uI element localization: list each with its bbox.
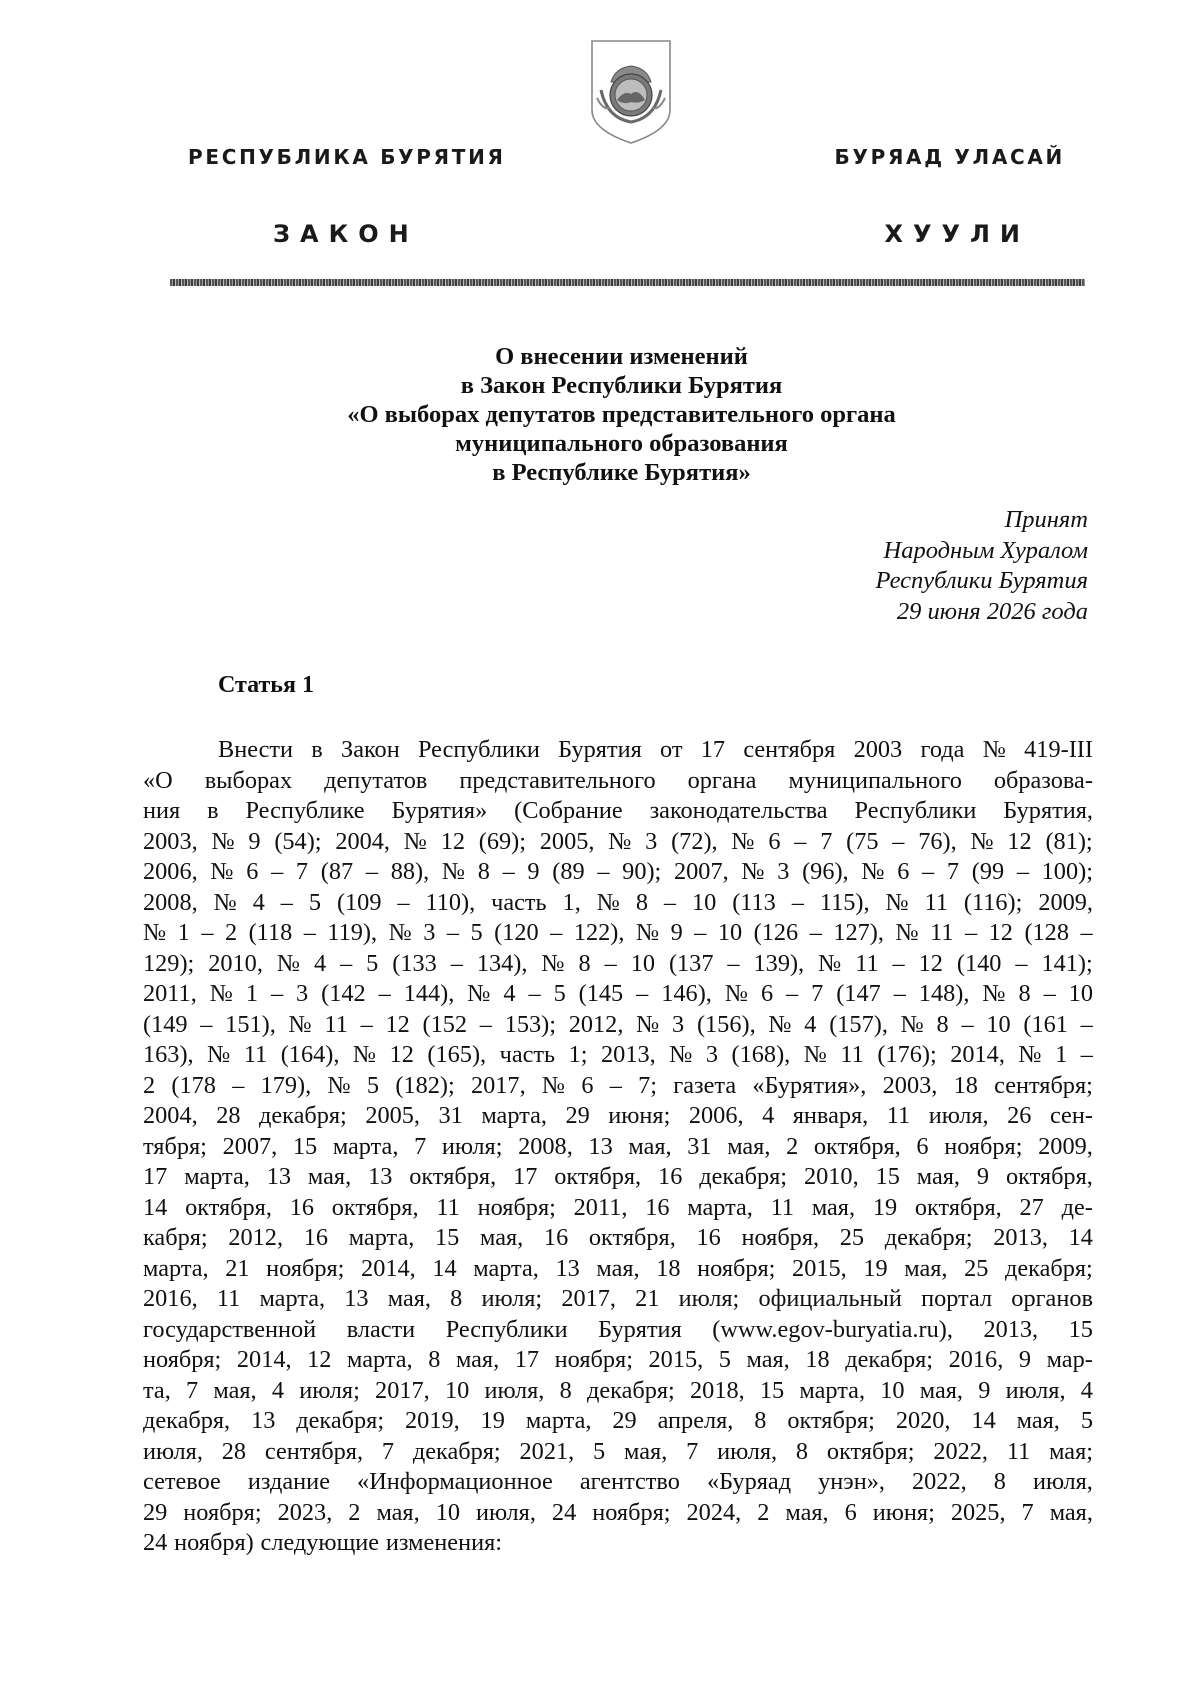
body-line: 2008, № 4 – 5 (109 – 110), часть 1, № 8 – 10 (113 – 115), № 11 (116); 2009, — [143, 888, 1093, 916]
body-line: «О выборах депутатов представительного органа муниципального образова- — [143, 766, 1093, 794]
republic-name-russian: РЕСПУБЛИКА БУРЯТИЯ — [188, 145, 506, 169]
body-line: 14 октября, 16 октября, 11 ноября; 2011, 16 марта, 11 мая, 19 октября, 27 де- — [143, 1193, 1093, 1221]
body-line: сетевое издание «Информационное агентство «Буряад унэн», 2022, 8 июля, — [143, 1468, 1093, 1495]
body-line: декабря, 13 декабря; 2019, 19 марта, 29 апреля, 8 октября; 2020, 14 мая, 5 — [143, 1407, 1093, 1434]
law-title-line: в Республике Бурятия» — [492, 459, 751, 486]
law-title-line: О внесении изменений — [495, 343, 748, 370]
law-title-line: «О выборах депутатов представительного органа — [347, 401, 896, 428]
adoption-note-line: Принят — [1004, 506, 1088, 533]
body-line: ноября; 2014, 12 марта, 8 мая, 17 ноября; 2015, 5 мая, 18 декабря; 2016, 9 мар- — [143, 1346, 1093, 1373]
body-line: марта, 21 ноября; 2014, 14 марта, 13 мая, 18 ноября; 2015, 19 мая, 25 декабря; — [143, 1254, 1093, 1282]
body-line: та, 7 мая, 4 июля; 2017, 10 июля, 8 декабря; 2018, 15 марта, 10 мая, 9 июля, 4 — [143, 1376, 1093, 1404]
coat-of-arms-emblem — [589, 38, 673, 146]
body-line: июля, 28 сентября, 7 декабря; 2021, 5 мая, 7 июля, 8 октября; 2022, 11 мая; — [143, 1437, 1093, 1465]
adoption-note — [876, 505, 1088, 627]
body-line: Внести в Закон Республики Бурятия от 17 сентября 2003 года № 419-III — [218, 736, 1093, 763]
adoption-note-line: Республики Бурятия — [875, 567, 1088, 594]
document-type-buryat: ХУУЛИ — [884, 220, 1030, 248]
body-line: (149 – 151), № 11 – 12 (152 – 153); 2012, № 3 (156), № 4 (157), № 8 – 10 (161 – — [143, 1010, 1093, 1038]
body-line: 129); 2010, № 4 – 5 (133 – 134), № 8 – 10 (137 – 139), № 11 – 12 (140 – 141); — [143, 949, 1093, 977]
header-divider — [170, 279, 1085, 286]
body-line: кабря; 2012, 16 марта, 15 мая, 16 октября, 16 ноября, 25 декабря; 2013, 14 — [143, 1224, 1093, 1251]
adoption-note-line: Народным Хуралом — [883, 536, 1088, 564]
law-title — [150, 342, 1093, 487]
document-type-russian: ЗАКОН — [273, 220, 419, 248]
adoption-date: 29 июня 2026 года — [896, 597, 1088, 625]
republic-name-buryat: БУРЯАД УЛАСАЙ — [834, 145, 1065, 169]
body-line: 17 марта, 13 мая, 13 октября, 17 октября, 16 декабря; 2010, 15 мая, 9 октября, — [143, 1163, 1093, 1190]
body-line: государственной власти Республики Бурятия (www.egov-buryatia.ru), 2013, 15 — [143, 1315, 1093, 1343]
body-line: ния в Республике Бурятия» (Собрание законодательства Республики Бурятия, — [143, 797, 1093, 824]
article-heading: Статья 1 — [218, 672, 314, 698]
body-line: 2011, № 1 – 3 (142 – 144), № 4 – 5 (145 – 146), № 6 – 7 (147 – 148), № 8 – 10 — [143, 980, 1093, 1007]
article-body — [143, 735, 1093, 1559]
body-line: 24 ноября) следующие изменения: — [143, 1529, 503, 1556]
body-line: 29 ноября; 2023, 2 мая, 10 июля, 24 ноября; 2024, 2 мая, 6 июня; 2025, 7 мая, — [143, 1498, 1093, 1526]
body-line: № 1 – 2 (118 – 119), № 3 – 5 (120 – 122), № 9 – 10 (126 – 127), № 11 – 12 (128 – — [143, 919, 1093, 946]
body-line: тября; 2007, 15 марта, 7 июля; 2008, 13 мая, 31 мая, 2 октября, 6 ноября; 2009, — [143, 1132, 1093, 1160]
body-line: 2016, 11 марта, 13 мая, 8 июля; 2017, 21 июля; официальный портал органов — [143, 1285, 1093, 1312]
body-line: 163), № 11 (164), № 12 (165), часть 1; 2013, № 3 (168), № 11 (176); 2014, № 1 – — [143, 1041, 1093, 1068]
body-line: 2003, № 9 (54); 2004, № 12 (69); 2005, № 3 (72), № 6 – 7 (75 – 76), № 12 (81); — [143, 827, 1093, 855]
body-line: 2 (178 – 179), № 5 (182); 2017, № 6 – 7; газета «Бурятия», 2003, 18 сентября; — [143, 1071, 1093, 1099]
law-title-line: в Закон Республики Бурятия — [460, 372, 783, 399]
law-title-line: муниципального образования — [455, 430, 788, 457]
body-line: 2006, № 6 – 7 (87 – 88), № 8 – 9 (89 – 90); 2007, № 3 (96), № 6 – 7 (99 – 100); — [143, 858, 1093, 885]
body-line: 2004, 28 декабря; 2005, 31 марта, 29 июня; 2006, 4 января, 11 июля, 26 сен- — [143, 1102, 1093, 1129]
